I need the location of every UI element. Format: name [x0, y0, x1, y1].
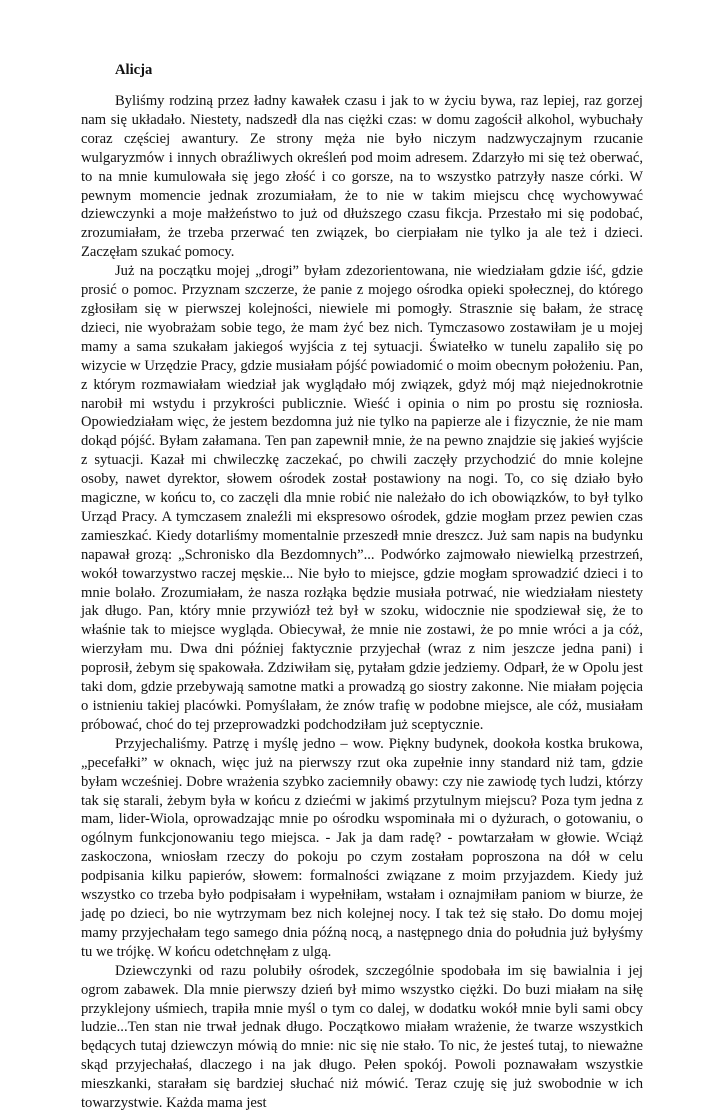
paragraph-3: Przyjechaliśmy. Patrzę i myślę jedno – wow. Piękny budynek, dookoła kostka brukowa, „pecefałki” w oknach, więc już na pierwszy rzut oka zupełnie inny standard niż tam, gdzie byłam wcześniej. Dobre wrażenia szybko zaciemniły obawy: czy nie zawiodę tych ludzi, którzy tak się starali, żebym była w końcu z dziećmi w jakimś przytulnym miejscu? Poza tym jedna z mam, lider-Wiola, oprowadzając mnie po ośrodku wspominała mi o dyżurach, o gotowaniu, o ogólnym funkcjonowaniu tego miejsca. - Jak ja dam radę? - powtarzałam w głowie. Wciąż zaskoczona, wniosłam rzeczy do pokoju po czym zostałam poproszona na dół w celu podpisania kilku papierów, słowem: formalności związane z moim przyjazdem. Kiedy już wszystko co trzeba było podpisałam i wypełniłam, wstałam i oznajmiłam paniom w biurze, że jadę po dzieci, bo nie wytrzymam bez nich kolejnej nocy. I tak też się stało. Do domu mojej mamy przyjechałam tego samego dnia późną nocą, a następnego dnia do południa już byłyśmy tu we trójkę. W końcu odetchnęłam z ulgą. [81, 735, 643, 960]
document-title: Alicja [115, 62, 153, 78]
paragraph-1: Byliśmy rodziną przez ładny kawałek czasu i jak to w życiu bywa, raz lepiej, raz gorzej nam się układało. Niestety, nadszedł dla nas ciężki czas: w domu zagościł alkohol, wybuchały coraz częściej awantury. Ze strony męża nie było niczym nadzwyczajnym rzucanie wulgaryzmów i innych obraźliwych określeń pod moim adresem. Zdarzyło mi się też oberwać, to na mnie kumulowała się jego złość i co gorsze, na to wszystko patrzyły nasze córki. W pewnym momencie jednak zrozumiałam, że to nie w takim miejscu chcę wychowywać dziewczynki a moje małżeństwo to już od dłuższego czasu fikcja. Przestało mi się podobać, zrozumiałam, że trzeba przerwać ten związek, bo cierpiałam nie tylko ja ale też i dzieci. Zaczęłam szukać pomocy. [81, 93, 643, 261]
paragraph-2: Już na początku mojej „drogi” byłam zdezorientowana, nie wiedziałam gdzie iść, gdzie prosić o pomoc. Przyznam szczerze, że panie z mojego ośrodka opieki społecznej, do którego zgłosiłam się w pierwszej kolejności, niewiele mi pomogły. Strasznie się bałam, że stracę dzieci, nie wyobrażam sobie tego, że mam żyć bez nich. Tymczasowo zostawiłam je u mojej mamy a sama szukałam jakiegoś wyjścia z tej sytuacji. Światełko w tunelu zapaliło się po wizycie w Urzędzie Pracy, gdzie musiałam pójść powiadomić o moim obecnym położeniu. Pan, z którym rozmawiałam wiedział jak wyglądało mój związek, gdyż mój mąż niejednokrotnie narobił mi wstydu i przykrości publicznie. Wieść i opinia o nim po prostu się rozniosła. Opowiedziałam więc, że jestem bezdomna już nie tylko na papierze ale i fizycznie, że nie mam dokąd pójść. Byłam załamana. Ten pan zapewnił mnie, że na pewno znajdzie się jakieś wyjście z sytuacji. Kazał mi chwileczkę zaczekać, po chwili zaczęły przychodzić do mnie kolejne osoby, nawet dyrektor, słowem ośrodek został postawiony na nogi. To, co się działo było magiczne, w końcu to, co zaczęli dla mnie robić nie należało do ich obowiązków, to był tylko Urząd Pracy. A tymczasem znaleźli mi ekspresowo ośrodek, gdzie mogłam przez pewien czas zamieszkać. Kiedy dotarliśmy momentalnie przeszedł mnie dreszcz. Już sam napis na budynku napawał grozą: „Schronisko dla Bezdomnych”... Podwórko zajmowało niewielką przestrzeń, wokół towarzystwo raczej męskie... Nie było to miejsce, gdzie mogłam sprowadzić dzieci i to mnie bolało. Zrozumiałam, że nasza rozłąka będzie musiała potrwać, nie wiedziałam niestety jak długo. Pan, który mnie przywiózł też był w szoku, widocznie nie spodziewał się, że to właśnie tak to miejsce wygląda. Obiecywał, że mnie nie zostawi, że po mnie wróci a ja cóż, wierzyłam mu. Dwa dni później faktycznie przyjechał (wraz z nim jeszcze jedna pani) i poprosił, żebym się spakowała. Zdziwiłam się, pytałam gdzie jedziemy. Odparł, że w Opolu jest taki dom, gdzie przebywają samotne matki a prowadzą go siostry zakonne. Nie miałam pojęcia o istnieniu takiej placówki. Pomyślałam, że znów trafię w podobne miejsce, ale cóż, musiałam próbować, choć do tej przeprowadzki podchodziłam już sceptycznie. [81, 263, 643, 733]
paragraph-4: Dziewczynki od razu polubiły ośrodek, szczególnie spodobała im się bawialnia i jej ogrom zabawek. Dla mnie pierwszy dzień był mimo wszystko ciężki. Do buzi miałam na siłę przyklejony uśmiech, trapiła mnie myśl o tym co dalej, w dodatku wokół mnie byli sami obcy ludzie...Ten stan nie trwał jednak długo. Początkowo miałam wrażenie, że twarze wszystkich będących tutaj dziewczyn mówią do mnie: nic się nie stało. To nic, że jesteś tutaj, to nieważne skąd przyjechałaś, dlaczego i na jak długo. Pełen spokój. Powoli poznawałam wszystkie mieszkanki, starałam się bardziej słuchać niż mówić. Teraz czuję się już swobodnie w ich towarzystwie. Każda mama jest [81, 962, 643, 1112]
document-body [81, 61, 643, 1113]
